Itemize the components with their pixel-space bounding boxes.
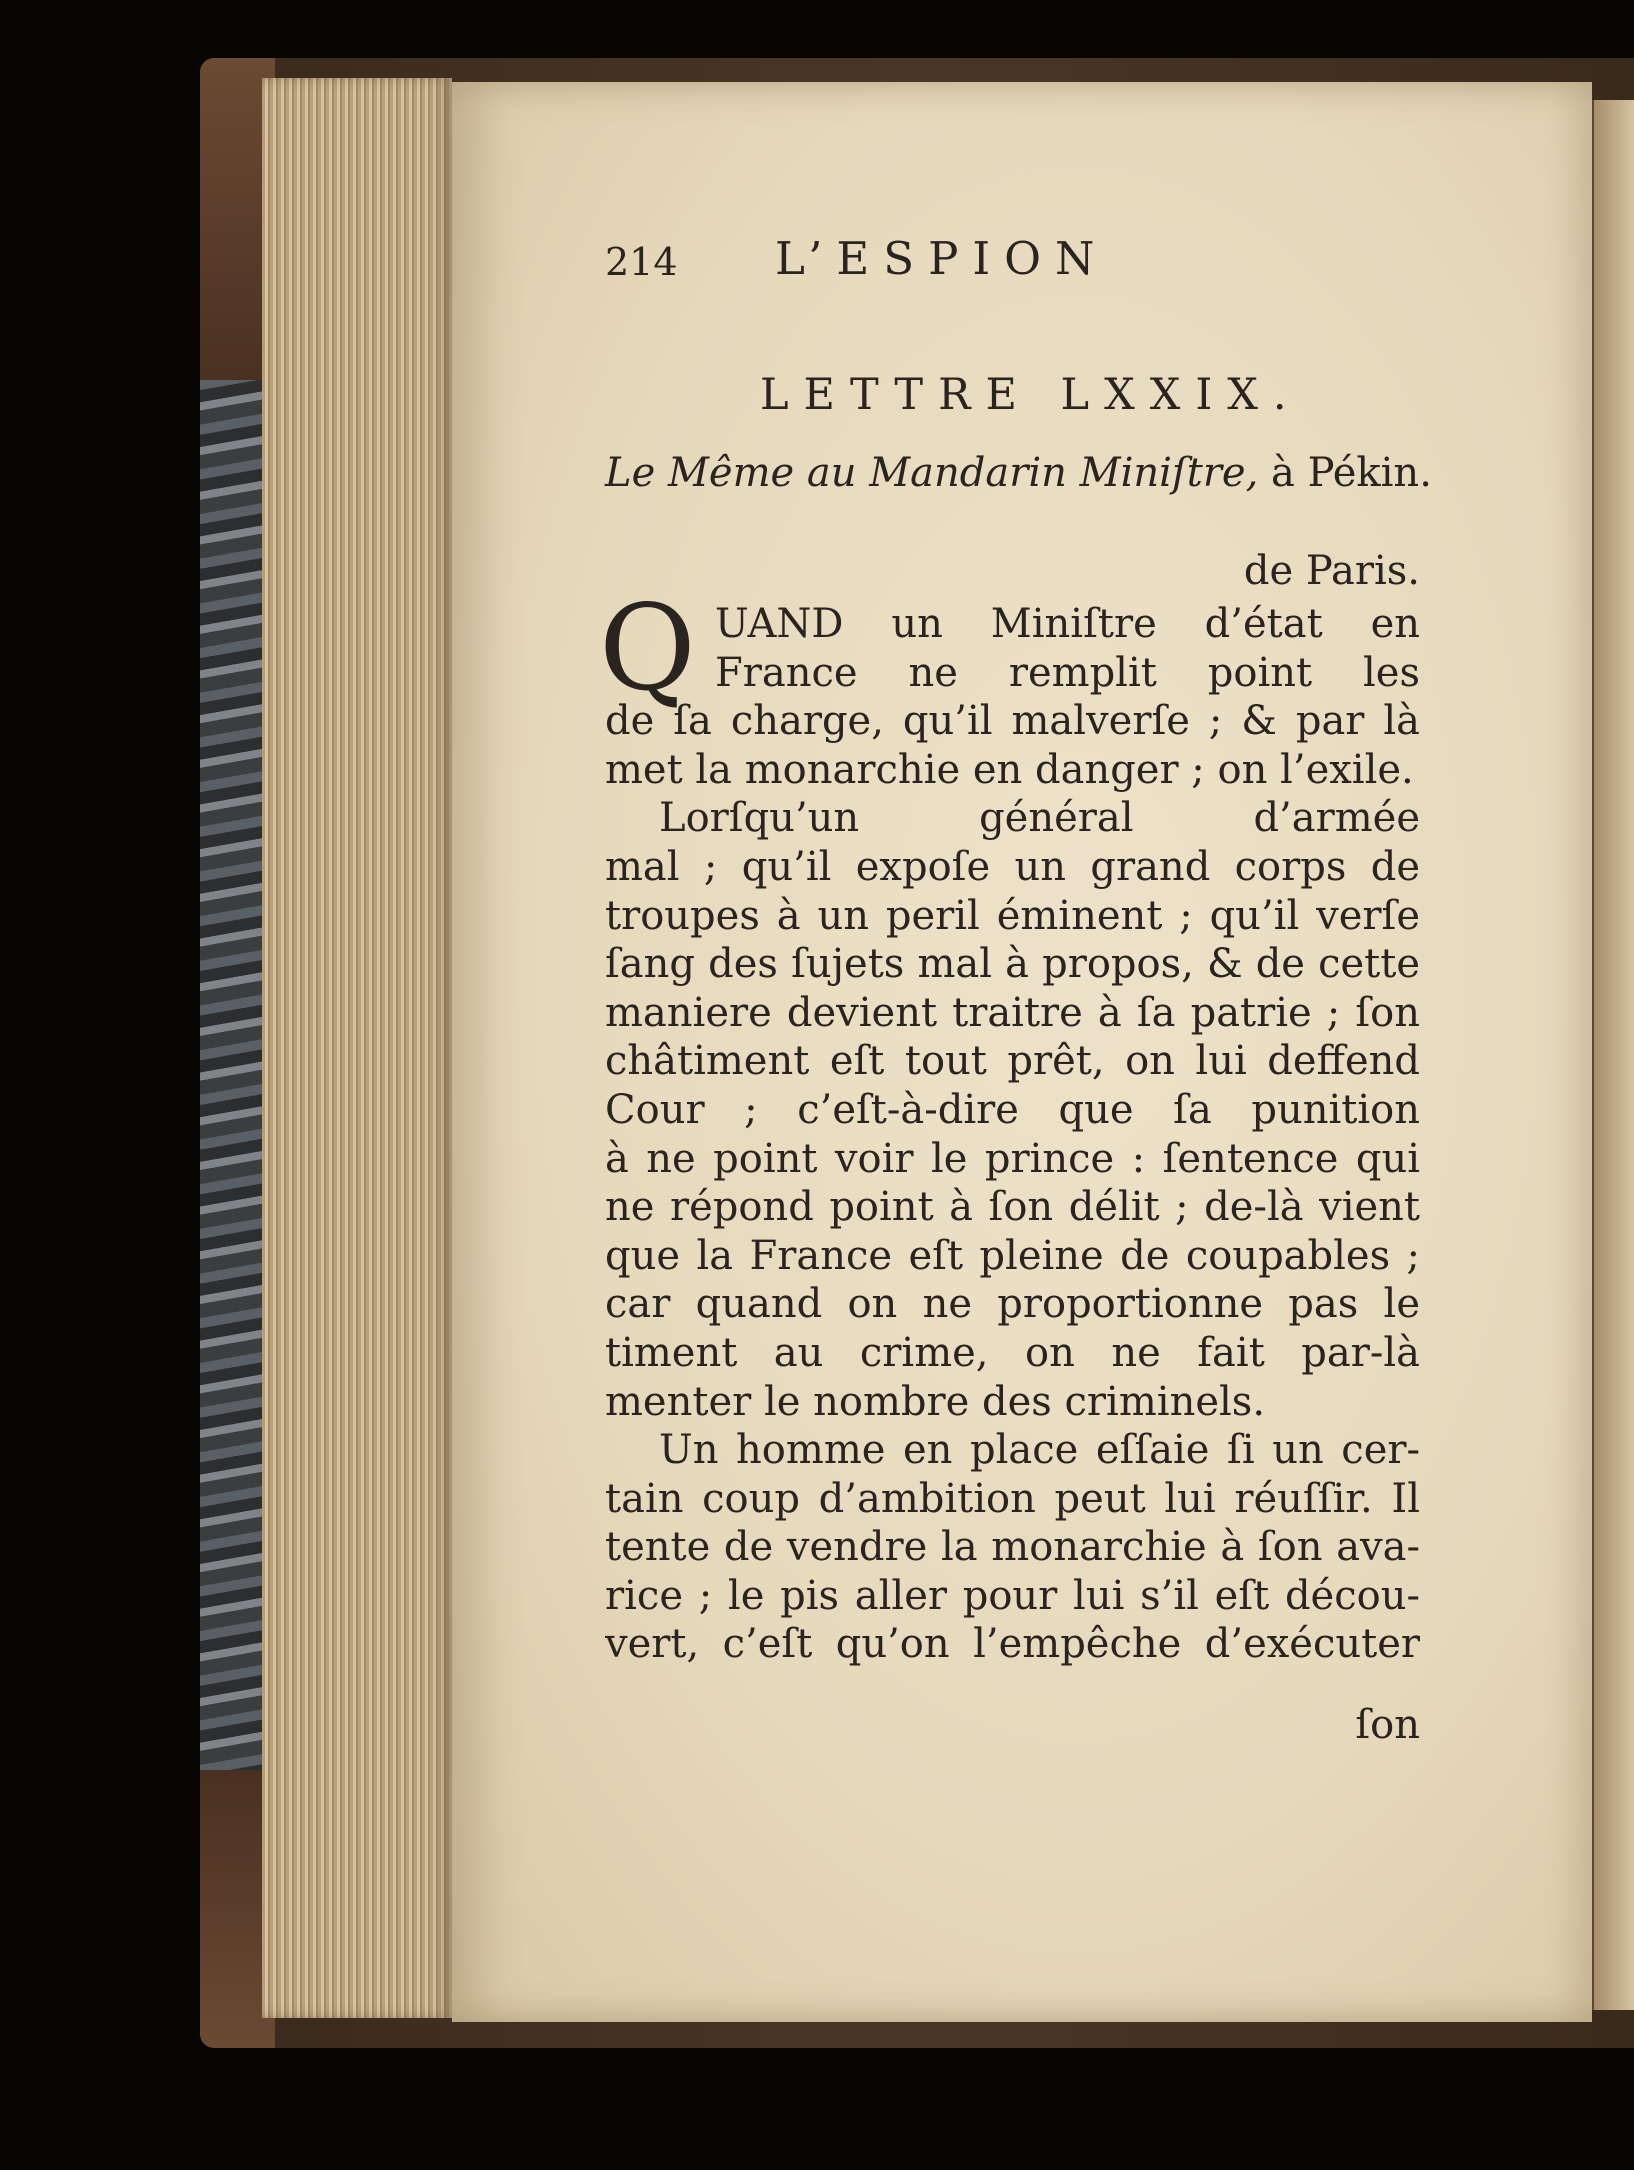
page-number: 214 bbox=[605, 240, 678, 284]
addressee-italic: Le Même au Mandarin Miniſtre, bbox=[605, 450, 1259, 496]
marbled-cover-edge bbox=[200, 380, 270, 1780]
text-line: que la France eſt pleine de coupables ; bbox=[605, 1232, 1420, 1279]
text-line: tain coup d’ambition peut lui réuſſir. Il bbox=[605, 1475, 1420, 1522]
letter-addressee bbox=[605, 450, 1432, 496]
text-line: maniere devient traitre à ſa patrie ; ſon bbox=[605, 989, 1420, 1036]
letter-title: LETTRE LXXIX. bbox=[760, 370, 1302, 420]
text-line: ne répond point à ſon délit ; de-là vient bbox=[605, 1184, 1420, 1231]
text-line: UAND un Miniſtre d’état en bbox=[715, 601, 1420, 647]
letter-origin: de Paris. bbox=[1243, 548, 1420, 594]
text-line: ſang des ſujets mal à propos, & de cette bbox=[605, 941, 1420, 988]
text-line: menter le nombre des criminels. bbox=[605, 1378, 1266, 1425]
text-line: car quand on ne proportionne pas le bbox=[605, 1281, 1420, 1328]
facing-page-edge bbox=[1592, 100, 1634, 2010]
text-line: France ne remplit point les bbox=[715, 649, 1420, 696]
text-line: châtiment eſt tout prêt, on lui deffend bbox=[605, 1038, 1420, 1085]
running-title: L’ESPION bbox=[775, 232, 1109, 285]
drop-capital: Q bbox=[599, 579, 696, 717]
catchword: ſon bbox=[1355, 1702, 1420, 1748]
text-line: mal ; qu’il expoſe un grand corps de bbox=[605, 843, 1420, 890]
text-line: vert, c’eſt qu’on l’empêche d’exécuter bbox=[605, 1621, 1420, 1668]
letter-body bbox=[605, 600, 1420, 1669]
text-line: Lorſqu’un général d’armée bbox=[659, 795, 1420, 842]
text-line: Cour ; c’eſt-à-dire que ſa punition bbox=[605, 1086, 1420, 1133]
text-line: de ſa charge, qu’il malverſe ; & par là bbox=[605, 698, 1420, 745]
text-line: timent au crime, on ne fait par-là bbox=[605, 1329, 1420, 1376]
text-line: met la monarchie en danger ; on l’exile. bbox=[605, 746, 1414, 793]
text-line: Un homme en place eſſaie ſi un cer- bbox=[659, 1427, 1420, 1474]
text-line: tente de vendre la monarchie à ſon ava- bbox=[605, 1524, 1420, 1571]
text-line: rice ; le pis aller pour lui s’il eſt décou- bbox=[605, 1572, 1420, 1619]
text-line: à ne point voir le prince : ſentence qui bbox=[605, 1135, 1420, 1182]
text-line: troupes à un peril éminent ; qu’il verſe bbox=[605, 892, 1420, 939]
page-stack-edge bbox=[262, 78, 452, 2018]
addressee-place: à Pékin. bbox=[1258, 450, 1432, 496]
page-header bbox=[605, 232, 1420, 292]
